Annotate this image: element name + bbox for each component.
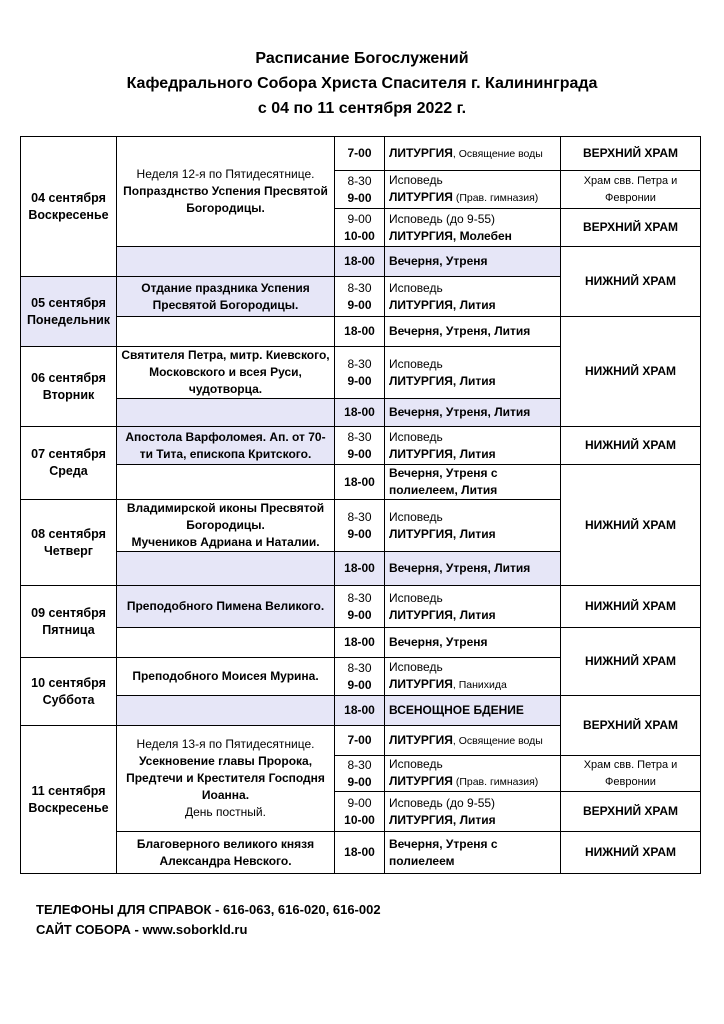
- time-cell: 8-30 9-00: [335, 347, 385, 399]
- time-cell: 7-00: [335, 726, 385, 756]
- table-row: [21, 586, 701, 628]
- time-cell: 9-00 10-00: [335, 209, 385, 247]
- place-cell: ВЕРХНИЙ ХРАМ: [561, 792, 701, 832]
- place-cell: ВЕРХНИЙ ХРАМ: [561, 137, 701, 171]
- feast-cell: Отдание праздника Успения Пресвятой Богородицы.: [117, 277, 335, 317]
- feast-cell: [117, 399, 335, 427]
- feast-cell: [117, 317, 335, 347]
- date-cell: 07 сентября Среда: [21, 427, 117, 500]
- service-cell: Исповедь (до 9-55) ЛИТУРГИЯ, Молебен: [385, 209, 561, 247]
- phones-line: ТЕЛЕФОНЫ ДЛЯ СПРАВОК - 616-063, 616-020, 616-002: [36, 902, 381, 917]
- time-cell: 18-00: [335, 552, 385, 586]
- time-cell: 18-00: [335, 465, 385, 500]
- time-cell: 8-30 9-00: [335, 277, 385, 317]
- service-cell: Исповедь ЛИТУРГИЯ (Прав. гимназия): [385, 756, 561, 792]
- time-cell: 18-00: [335, 399, 385, 427]
- table-row: [21, 628, 701, 658]
- service-cell: Вечерня, Утреня, Лития: [385, 317, 561, 347]
- service-cell: Исповедь ЛИТУРГИЯ (Прав. гимназия): [385, 171, 561, 209]
- place-cell: ВЕРХНИЙ ХРАМ: [561, 696, 701, 756]
- service-cell: Вечерня, Утреня, Лития: [385, 552, 561, 586]
- title-line-3: с 04 по 11 сентября 2022 г.: [257, 100, 467, 117]
- service-cell: ВСЕНОЩНОЕ БДЕНИЕ: [385, 696, 561, 726]
- title-line-1: Расписание Богослужений: [255, 50, 469, 67]
- feast-cell: Святителя Петра, митр. Киевского, Московского и всея Руси, чудотворца.: [117, 347, 335, 399]
- feast-cell: Неделя 13-я по Пятидесятнице. Усекновение главы Пророка, Предтечи и Крестителя Господня Иоанна. День постный.: [117, 726, 335, 832]
- time-cell: 18-00: [335, 317, 385, 347]
- time-cell: 8-30 9-00: [335, 756, 385, 792]
- time-cell: 8-30 9-00: [335, 427, 385, 465]
- table-row: [21, 427, 701, 465]
- place-cell: НИЖНИЙ ХРАМ: [561, 247, 701, 317]
- service-cell: Вечерня, Утреня, Лития: [385, 399, 561, 427]
- service-cell: Вечерня, Утреня с полиелеем, Лития: [385, 465, 561, 500]
- feast-cell: Владимирской иконы Пресвятой Богородицы. Мучеников Адриана и Наталии.: [117, 500, 335, 552]
- time-cell: 8-30 9-00: [335, 171, 385, 209]
- service-cell: Вечерня, Утреня: [385, 247, 561, 277]
- time-cell: 8-30 9-00: [335, 658, 385, 696]
- feast-cell: [117, 247, 335, 277]
- date-cell: 06 сентября Вторник: [21, 347, 117, 427]
- place-cell: НИЖНИЙ ХРАМ: [561, 586, 701, 628]
- place-cell: НИЖНИЙ ХРАМ: [561, 628, 701, 696]
- service-cell: Исповедь ЛИТУРГИЯ, Лития: [385, 347, 561, 399]
- title-line-2: Кафедрального Собора Христа Спасителя г. Калининграда: [126, 75, 598, 92]
- table-row: [21, 696, 701, 726]
- place-cell: ВЕРХНИЙ ХРАМ: [561, 209, 701, 247]
- date-cell: 05 сентября Понедельник: [21, 277, 117, 347]
- time-cell: 8-30 9-00: [335, 500, 385, 552]
- table-row: [21, 317, 701, 347]
- feast-cell: Апостола Варфоломея. Ап. от 70-ти Тита, епископа Критского.: [117, 427, 335, 465]
- service-cell: Вечерня, Утреня с полиелеем: [385, 832, 561, 874]
- weekday-label: Воскресенье: [28, 207, 109, 222]
- time-cell: 18-00: [335, 247, 385, 277]
- time-cell: 18-00: [335, 628, 385, 658]
- feast-cell: [117, 628, 335, 658]
- place-cell: Храм свв. Петра и Февронии: [561, 171, 701, 209]
- time-cell: 18-00: [335, 696, 385, 726]
- table-row: [21, 247, 701, 277]
- website-line: САЙТ СОБОРА - www.soborkld.ru: [36, 922, 248, 937]
- service-cell: Исповедь (до 9-55) ЛИТУРГИЯ, Лития: [385, 792, 561, 832]
- service-cell: Исповедь ЛИТУРГИЯ, Панихида: [385, 658, 561, 696]
- place-cell: НИЖНИЙ ХРАМ: [561, 317, 701, 427]
- table-row: [21, 832, 701, 874]
- date-cell: 08 сентября Четверг: [21, 500, 117, 586]
- time-cell: 7-00: [335, 137, 385, 171]
- place-cell: НИЖНИЙ ХРАМ: [561, 832, 701, 874]
- time-cell: 9-00 10-00: [335, 792, 385, 832]
- feast-cell: [117, 552, 335, 586]
- date-cell: 10 сентября Суббота: [21, 658, 117, 726]
- date-cell: [21, 137, 117, 277]
- feast-cell: [117, 696, 335, 726]
- place-cell: НИЖНИЙ ХРАМ: [561, 427, 701, 465]
- place-cell: Храм свв. Петра и Февронии: [561, 756, 701, 792]
- feast-cell: Неделя 12-я по Пятидесятнице. Попразднство Успения Пресвятой Богородицы.: [117, 137, 335, 247]
- place-cell: НИЖНИЙ ХРАМ: [561, 465, 701, 586]
- feast-cell: Благоверного великого князя Александра Невского.: [117, 832, 335, 874]
- date-cell: 11 сентября Воскресенье: [21, 726, 117, 874]
- service-cell: Исповедь ЛИТУРГИЯ, Лития: [385, 277, 561, 317]
- table-row: [21, 137, 701, 171]
- date-cell: 09 сентября Пятница: [21, 586, 117, 658]
- date-label: 04 сентября: [31, 190, 106, 205]
- feast-cell: Преподобного Моисея Мурина.: [117, 658, 335, 696]
- service-cell: ЛИТУРГИЯ, Освящение воды: [385, 726, 561, 756]
- service-cell: Вечерня, Утреня: [385, 628, 561, 658]
- table-row: [21, 465, 701, 500]
- time-cell: 8-30 9-00: [335, 586, 385, 628]
- service-cell: Исповедь ЛИТУРГИЯ, Лития: [385, 427, 561, 465]
- feast-cell: [117, 465, 335, 500]
- time-cell: 18-00: [335, 832, 385, 874]
- feast-cell: Преподобного Пимена Великого.: [117, 586, 335, 628]
- service-cell: ЛИТУРГИЯ, Освящение воды: [385, 137, 561, 171]
- schedule-table: [20, 136, 701, 874]
- service-cell: Исповедь ЛИТУРГИЯ, Лития: [385, 586, 561, 628]
- service-cell: Исповедь ЛИТУРГИЯ, Лития: [385, 500, 561, 552]
